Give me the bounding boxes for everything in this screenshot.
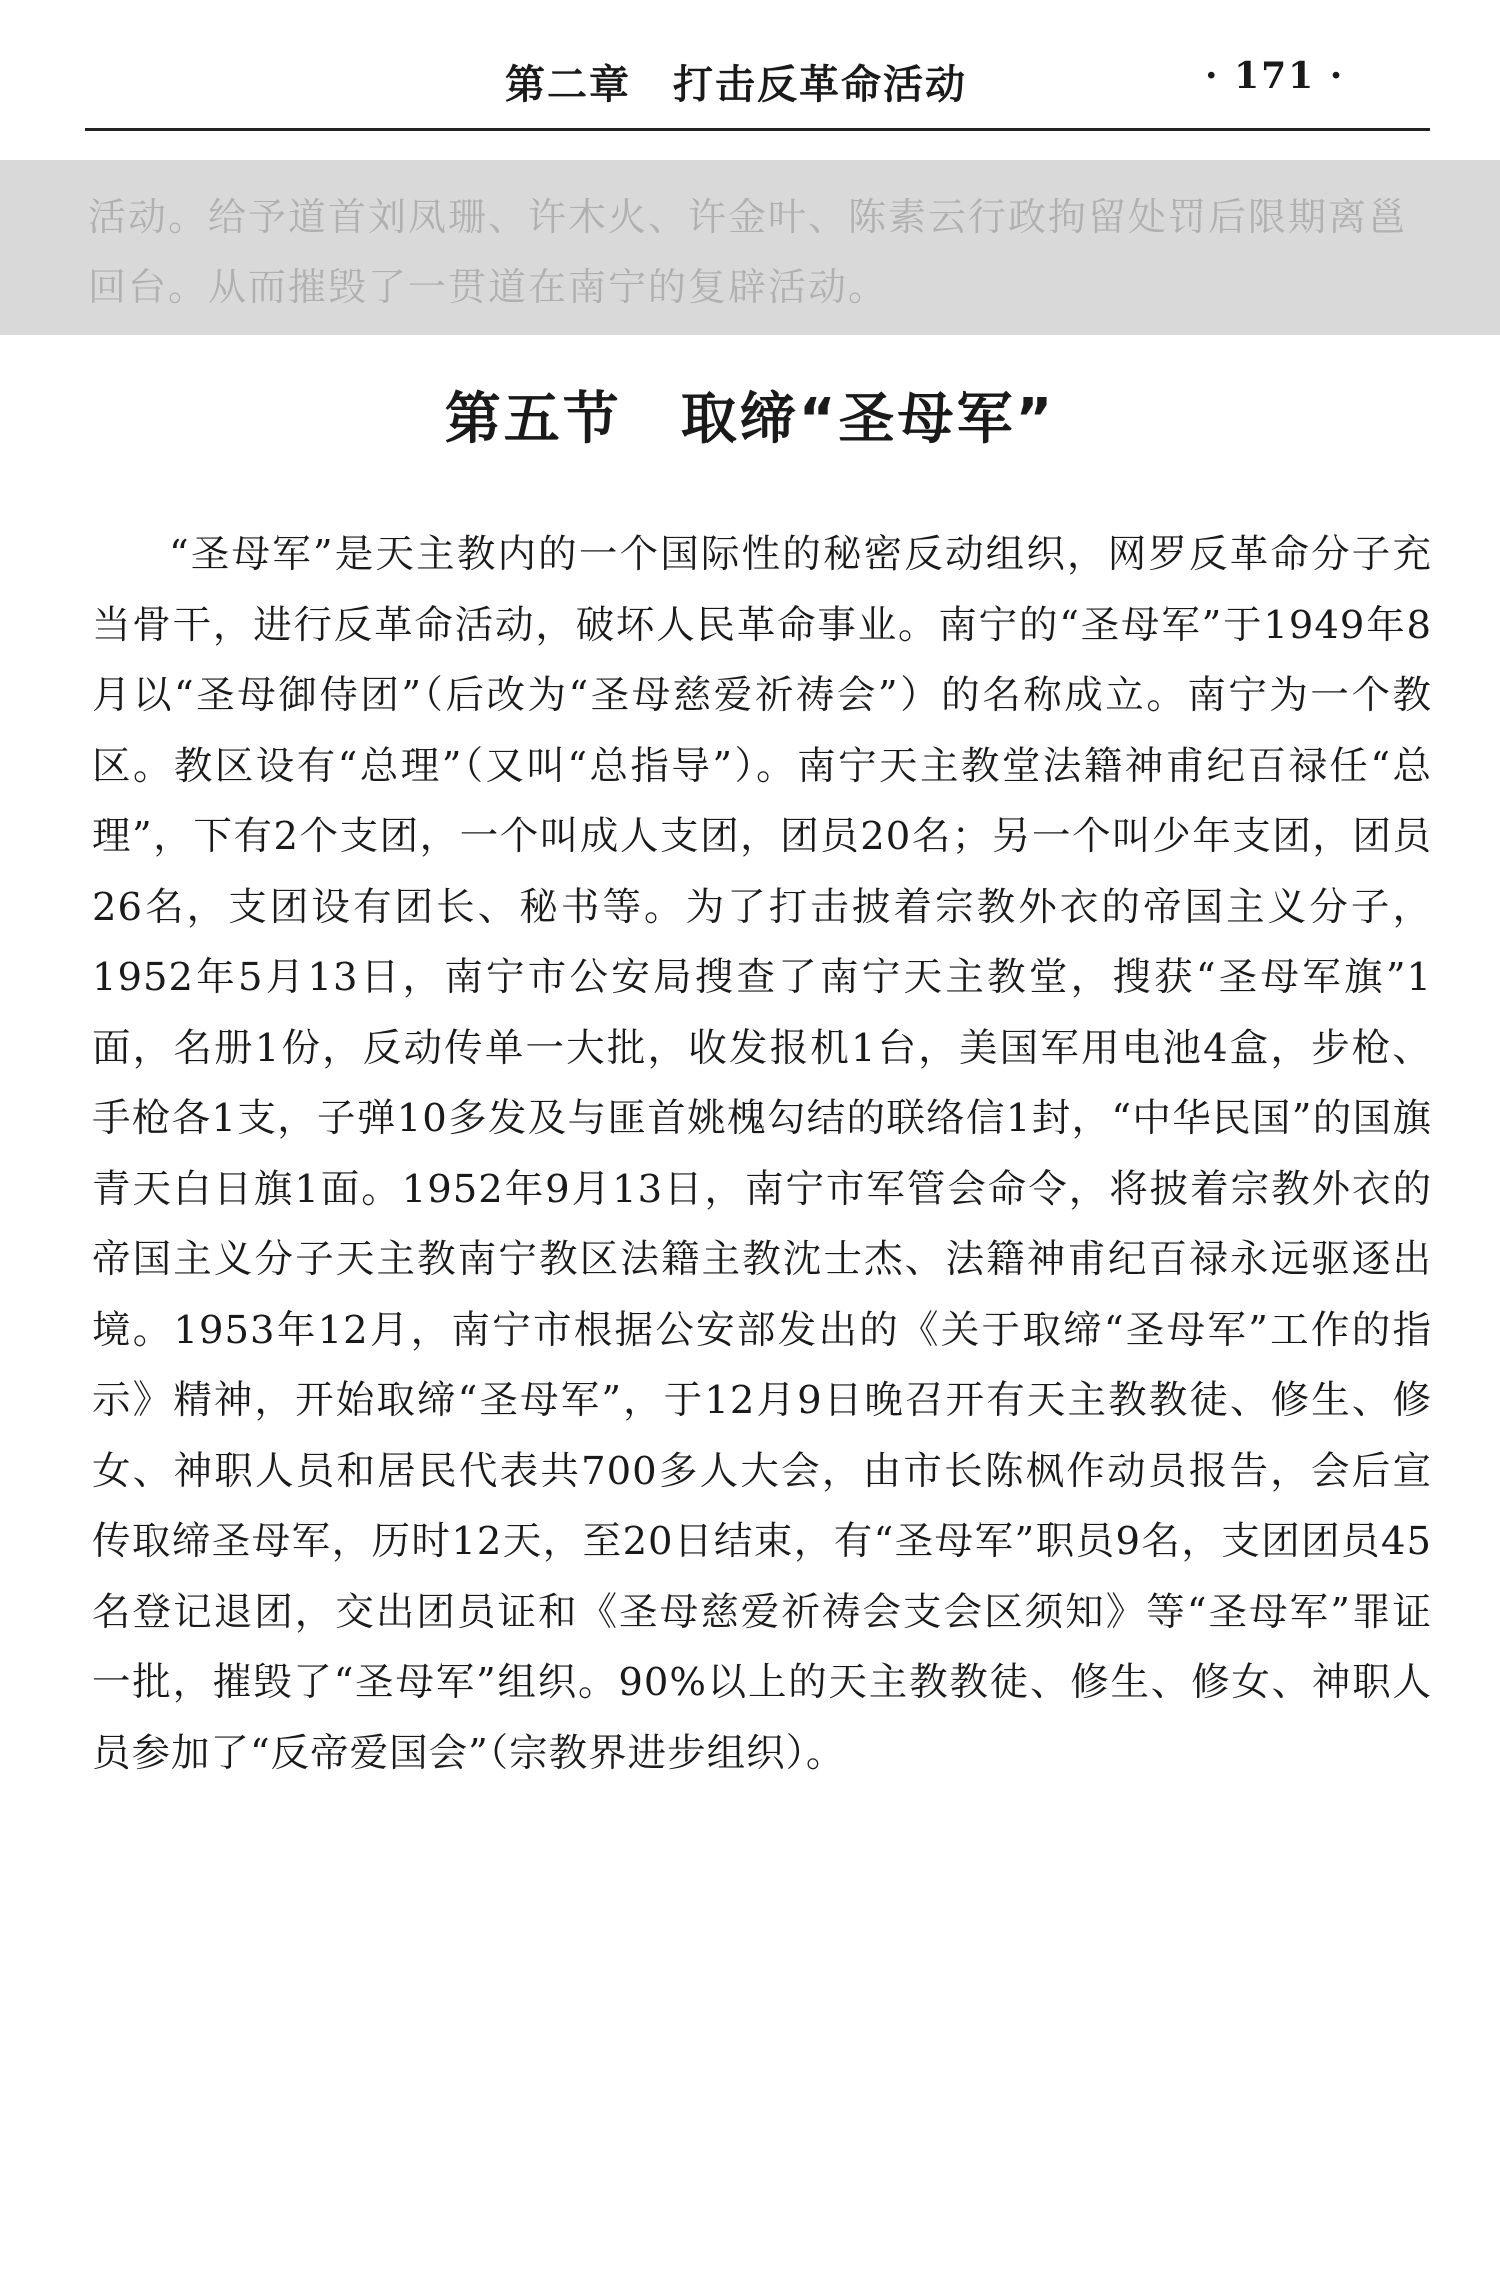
body-paragraph: “圣母军”是天主教内的一个国际性的秘密反动组织，网罗反革命分子充当骨干，进行反革命活动，破坏人民革命事业。南宁的“圣母军”于1949年8月以“圣母御侍团”（后改为“圣母慈爱祈祷会”）的名称成立。南宁为一个教区。教区设有“总理”（又叫“总指导”）。南宁天主教堂法籍神甫纪百禄任“总理”，下有2个支团，一个叫成人支团，团员20名；另一个叫少年支团，团员26名，支团设有团长、秘书等。为了打击披着宗教外衣的帝国主义分子，1952年5月13日，南宁市公安局搜查了南宁天主教堂，搜获“圣母军旗”1面，名册1份，反动传单一大批，收发报机1台，美国军用电池4盒，步枪、手枪各1支，子弹10多发及与匪首姚槐勾结的联络信1封，“中华民国”的国旗青天白日旗1面。1952年9月13日，南宁市军管会命令，将披着宗教外衣的帝国主义分子天主教南宁教区法籍主教沈士杰、法籍神甫纪百禄永远驱逐出境。1953年12月，南宁市根据公安部发出的《关于取缔“圣母军”工作的指示》精神，开始取缔“圣母军”，于12月9日晚召开有天主教教徒、修生、修女、神职人员和居民代表共700多人大会，由市长陈枫作动员报告，会后宣传取缔圣母军，历时12天，至20日结束，有“圣母军”职员9名，支团团员45名登记退团，交出团员证和《圣母慈爱祈祷会支会区须知》等“圣母军”罪证一批，摧毁了“圣母军”组织。90%以上的天主教教徒、修生、修女、神职人员参加了“反帝爱国会”（宗教界进步组织）。	[92, 532, 1432, 1776]
running-header	[0, 45, 1500, 125]
page-number: · 171 ·	[1205, 55, 1345, 97]
chapter-title: 第二章 打击反革命活动	[505, 62, 967, 108]
highlighted-carryover-band	[0, 160, 1500, 335]
section-title: 第五节 取缔“圣母军”	[444, 387, 1056, 452]
carryover-paragraph: 活动。给予道首刘凤珊、许木火、许金叶、陈素云行政拘留处罚后限期离邕回台。从而摧毁了一贯道在南宁的复辟活动。	[88, 195, 1409, 309]
header-rule	[85, 128, 1430, 131]
